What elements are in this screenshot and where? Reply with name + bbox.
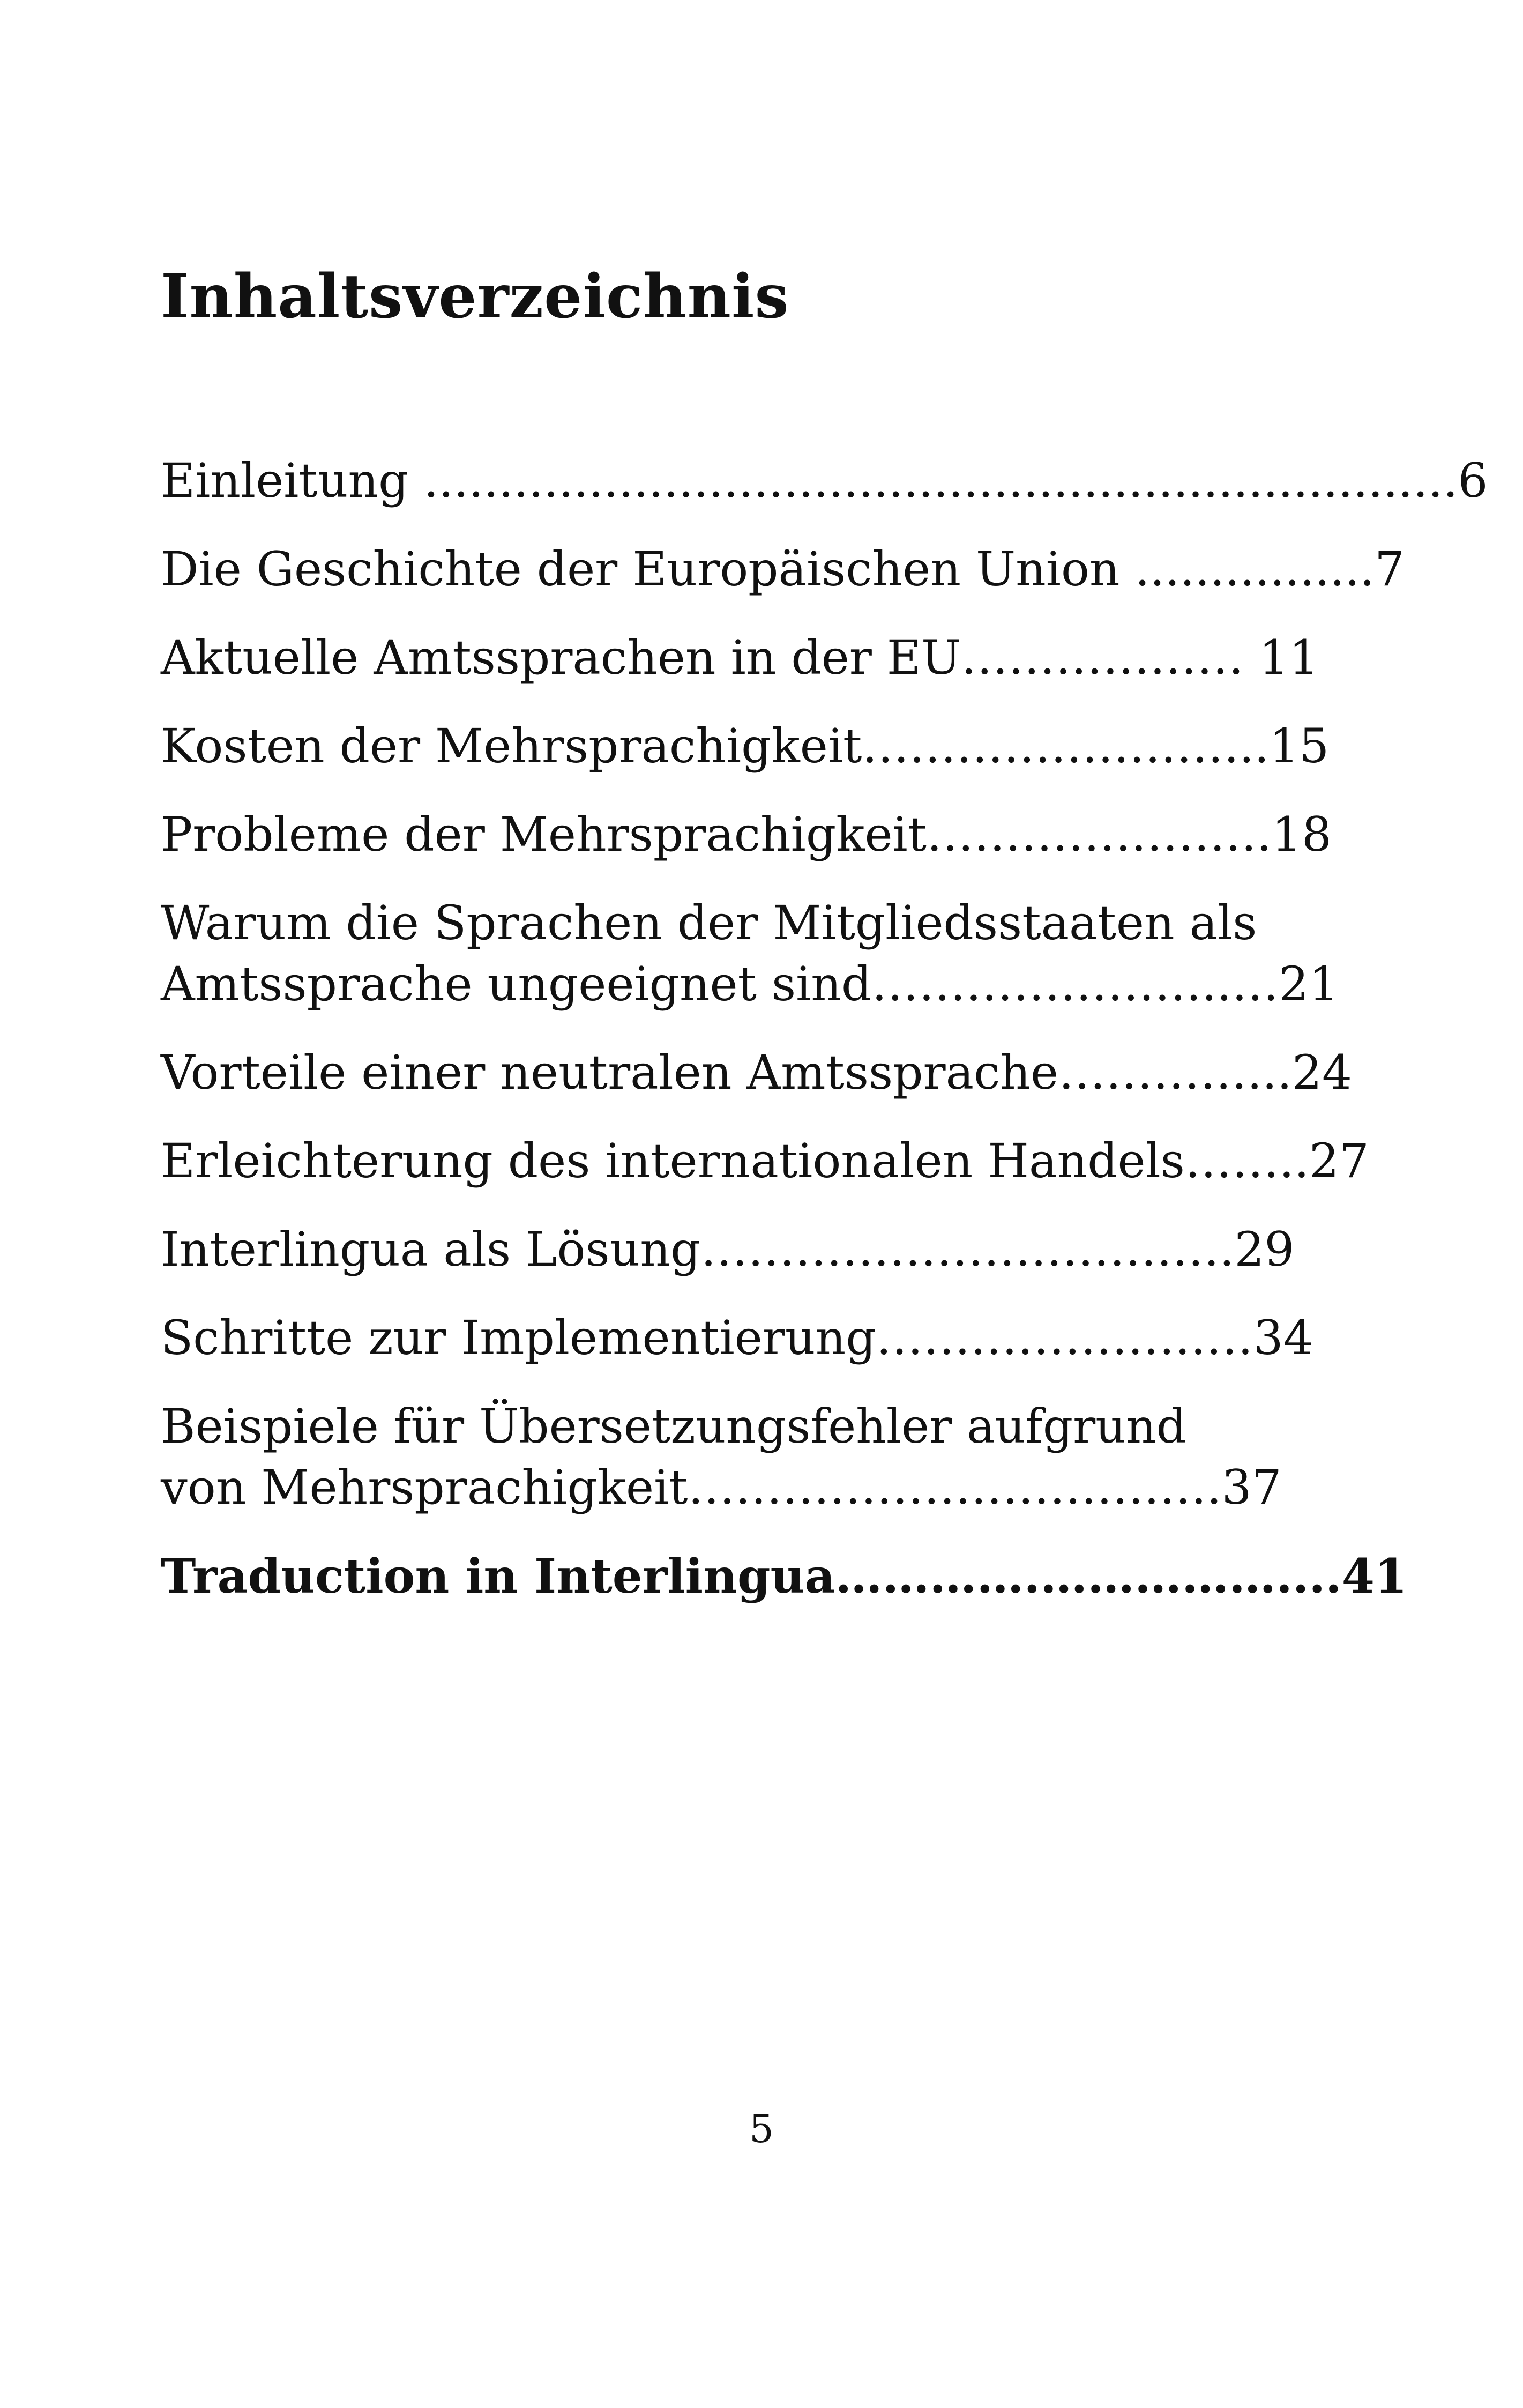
table-of-contents bbox=[161, 450, 1488, 1634]
toc-entry-line: Warum die Sprachen der Mitgliedsstaaten als bbox=[161, 895, 1257, 950]
toc-entry-traduction: Traduction in Interlingua………….……………....41 bbox=[161, 1548, 1408, 1604]
toc-entry-schritte: Schritte zur Implementierung……………………34 bbox=[161, 1310, 1313, 1365]
toc-entry-vorteile: Vorteile einer neutralen Amtssprache…………...24 bbox=[161, 1045, 1352, 1100]
toc-entry-geschichte: Die Geschichte der Europäischen Union ................7 bbox=[161, 541, 1405, 597]
toc-entry-probleme: Probleme der Mehrsprachigkeit………………….18 bbox=[161, 807, 1332, 862]
toc-entry-line: von Mehrsprachigkeit…………………………….37 bbox=[161, 1460, 1282, 1515]
toc-entry-einleitung: Einleitung .....................................................................6 bbox=[161, 453, 1488, 508]
page-number: 5 bbox=[749, 2106, 774, 2151]
toc-entry-kosten: Kosten der Mehrsprachigkeit……………………..15 bbox=[161, 718, 1330, 774]
page-title: Inhaltsverzeichnis bbox=[161, 262, 789, 332]
toc-entry-interlingua-loesung: Interlingua als Lösung…………………………….29 bbox=[161, 1222, 1295, 1277]
toc-entry-handel: Erleichterung des internationalen Handels……..27 bbox=[161, 1133, 1369, 1188]
toc-entry-aktuelle-amtssprachen: Aktuelle Amtssprachen in der EU……………… 11 bbox=[161, 630, 1319, 685]
toc-entry-line: Amtssprache ungeeignet sind…………………..…21 bbox=[161, 956, 1339, 1012]
toc-entry-line: Beispiele für Übersetzungsfehler aufgrund bbox=[161, 1399, 1186, 1454]
toc-entry-warum-ungeeignet bbox=[161, 893, 1339, 1015]
toc-entry-beispiele bbox=[161, 1396, 1282, 1518]
